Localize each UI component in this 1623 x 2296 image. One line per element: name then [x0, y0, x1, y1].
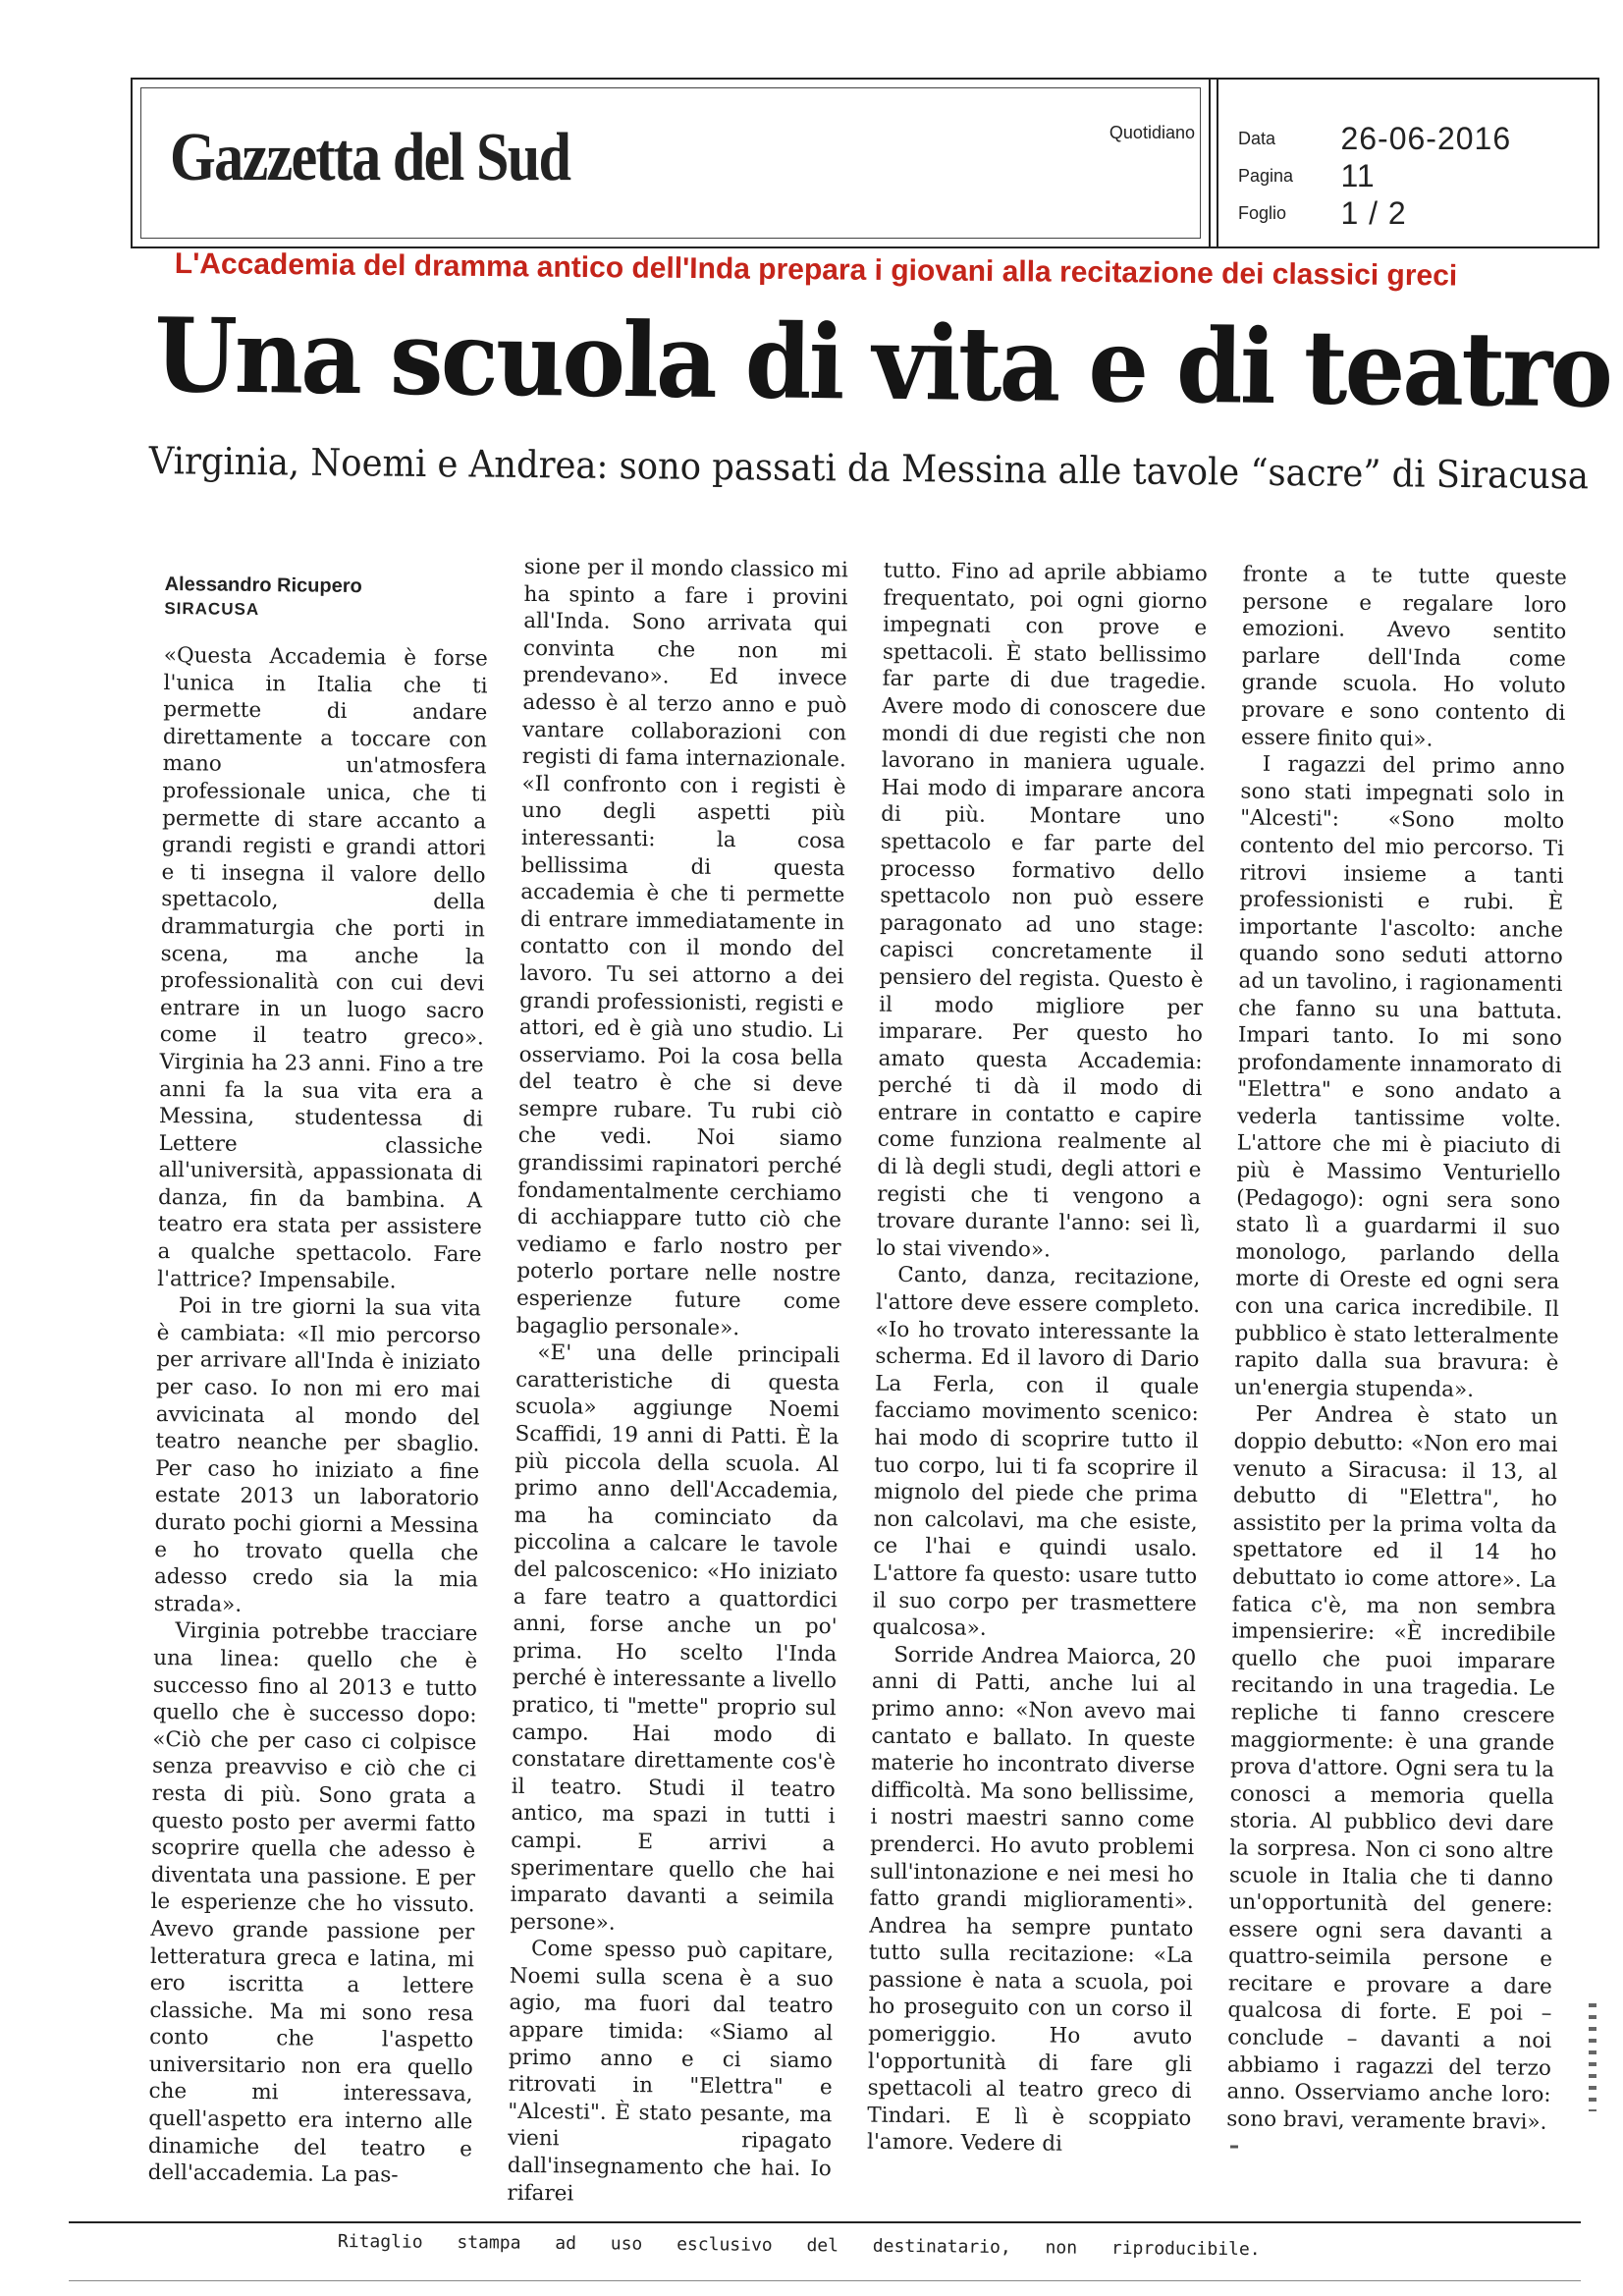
meta-date-value: 26-06-2016 — [1340, 121, 1512, 156]
article-column-1 — [148, 550, 489, 2190]
article-paragraph: fronte a te tutte queste persone e regalare loro emozioni. Avevo sentito parlare dell'Inda come grande scuola. Ho voluto provare e sono contento di essere finito qui». — [1240, 562, 1567, 752]
scan-edge-marks — [1589, 2003, 1596, 2111]
article-title: Una scuola di vita e di teatro — [153, 295, 1611, 431]
meta-date-label: Data — [1238, 129, 1276, 148]
article-paragraph: «Questa Accademia è forse l'unica in Italia che ti permette di andare direttamente a toccare con mano un'atmosfera professionale unica, che ti permette di stare accanto a grandi registi e grandi attori e ti insegna il valore dello spettacolo, della drammaturgia che porti in scena, ma anche la professionalità con cui devi entrare in un luogo sacro come il teatro greco». Virginia ha 23 anni. Fino a tre anni fa la sua vita era a Messina, studentessa di Lettere classiche all'università, appassionata di danza, fin da bambina. A teatro era stata per assistere a qualche spettacolo. Fare l'attrice? Impensabile. — [157, 642, 488, 1294]
article-paragraph: «E' una delle principali caratteristiche di questa scuola» aggiunge Noemi Scaffidi, 19 anni di Patti. È la più piccola della scuola. Al primo anno dell'Accademia, ma ha cominciato da piccolina a calcare le tavole del palcoscenico: «Ho iniziato a fare teatro a quattordici anni, forse anche un po' prima. Ho scelto l'Inda perché è interessante a livello pratico, ti "mette" proprio sul campo. Hai modo di constatare direttamente cos'è il teatro. Studi il teatro antico, ma spazi in tutti i campi. E arrivi a sperimentare quello che hai imparato davanti a seimila persone». — [510, 1340, 840, 1936]
page-bottom-rule — [69, 2280, 1581, 2281]
meta-sheet-label: Foglio — [1238, 203, 1287, 223]
article-paragraph: Poi in tre giorni la sua vita è cambiata: «Il mio percorso per arrivare all'Inda è iniziato per caso. Io non mi ero mai avvicinata al mondo del teatro neanche per sbaglio. Per caso ho iniziato a fine estate 2013 un laboratorio durato pochi giorni a Messina e ho trovato quella che adesso credo sia la mia strada». — [153, 1293, 482, 1617]
reproduction-notice: Ritaglio stampa ad uso esclusivo del destinatario, non riproducibile. — [337, 2231, 1261, 2261]
article-column-4 — [1226, 561, 1567, 2162]
meta-page-value: 11 — [1340, 158, 1376, 193]
article-subtitle: Virginia, Noemi e Andrea: sono passati da Messina alle tavole “sacre” di Siracusa — [148, 439, 1590, 498]
footer-divider — [69, 2221, 1581, 2223]
article-end-mark — [1230, 2145, 1238, 2148]
newspaper-masthead: Gazzetta del Sud — [170, 120, 570, 195]
article-dateline: SIRACUSA — [164, 598, 260, 620]
clipping-meta-box — [1217, 80, 1597, 246]
article-author: Alessandro Ricupero — [164, 573, 362, 598]
article-paragraph: Sorride Andrea Maiorca, 20 anni di Patti, anche lui al primo anno: «Non avevo mai cantato e ballato. In queste materie ho incontrato diverse difficoltà. Ma sono bellissime, i nostri maestri sanno come prenderci. Ho avuto problemi sull'intonazione e nei mesi ho fatto grandi miglioramenti». Andrea ha sempre puntato tutto sulla recitazione: «La passione è nata a scuola, poi ho proseguito con un corso il pomeriggio. Ho avuto l'opportunità di fare gli spettacoli al teatro greco di Tindari. E lì è scoppiato l'amore. Vedere di — [866, 1642, 1197, 2158]
article-paragraph: Virginia potrebbe tracciare una linea: quello che è successo fino al 2013 e tutto quello che è successo dopo: «Ciò che per caso ci colpisce senza preavviso e ciò che ci resta di più. Sono grata a questo posto per avermi fatto scoprire quella che adesso è diventata una passione. E per le esperienze che ho vissuto. Avevo grande passione per letteratura greca e latina, mi ero iscritta a lettere classiche. Ma mi sono resa conto che l'aspetto universitario non era quello che mi interessava, quell'aspetto era interno alle dinamiche del teatro e dell'accademia. La pas- — [147, 1618, 478, 2188]
meta-date-row — [1238, 121, 1511, 157]
meta-page-label: Pagina — [1238, 166, 1294, 186]
meta-sheet-row — [1238, 195, 1407, 232]
meta-page-row — [1238, 158, 1376, 194]
meta-sheet-value: 1 / 2 — [1340, 195, 1407, 231]
article-column-2 — [507, 554, 848, 2211]
article-paragraph: Canto, danza, recitazione, l'attore deve essere completo. «Io ho trovato interessante la scherma. Ed il lavoro di Dario La Ferla, con il quale facciamo movimento scenico: hai modo di scoprire tutto il tuo corpo, lui ti fa scoprire il mignolo del piede che prima non calcolavi, ma che esiste, ce l'hai e quindi usalo. L'attore fa questo: usare tutto il suo corpo per trasmettere qualcosa». — [872, 1263, 1201, 1641]
article-body — [147, 550, 1599, 2207]
article-paragraph: Per Andrea è stato un doppio debutto: «Non ero mai venuto a Siracusa: il 13, al debutto di "Elettra", ho assistito per la prima volta da spettatore ed il 14 ho debuttato io come attore». La fatica c'è, ma non sembra impensierire: «È incredibile quello che puoi imparare recitando in una tragedia. Le repliche ti fanno crescere maggiormente: è una grande prova d'attore. Ogni sera tu la conosci a memoria quella storia. Al pubblico devi dare la sorpresa. Non ci sono altre scuole in Italia che ti danno un'opportunità del genere: essere ogni sera davanti a quattro-seimila persone e recitare e provare a dare qualcosa di forte. E poi – conclude – davanti a noi abbiamo i ragazzi del terzo anno. Osserviamo anche loro: sono bravi, veramente bravi». — [1226, 1402, 1558, 2135]
masthead-box — [133, 80, 1211, 246]
article-paragraph: Come spesso può capitare, Noemi sulla scena è a suo agio, ma fuori dal teatro appare timida: «Siamo al primo anno e ci siamo ritrovati in "Elettra" e "Alcesti". È stato pesante, ma vieni ripagato dall'insegnamento che hai. Io rifarei — [507, 1937, 835, 2207]
publication-frequency: Quotidiano — [1109, 123, 1195, 142]
clipping-header — [131, 78, 1599, 248]
article-paragraph: tutto. Fino ad aprile abbiamo frequentato, poi ogni giorno impegnati con prove e spettacoli. È stato bellissimo far parte di due tragedie. Avere modo di conoscere due mondi di due registi che non lavorano in maniera uguale. Hai modo di imparare ancora di più. Montare uno spettacolo e far parte del processo formativo dello spettacolo non può essere paragonato ad uno stage: capisci concretamente il pensiero del regista. Questo è il modo migliore per imparare. Per questo ho amato questa Accademia: perché ti dà il modo di entrare in contatto e capire come funziona realmente al di là degli studi, degli attori e registi che ti vengono a trovare durante l'anno: sei lì, lo stai vivendo». — [876, 558, 1208, 1263]
article-column-3 — [867, 558, 1208, 2159]
article-paragraph: I ragazzi del primo anno sono stati impegnati solo in "Alcesti": «Sono molto contento del mio percorso. Ti ritrovi insieme a tanti professionisti e rubi. È importante l'ascolto: anche quando sono seduti attorno ad un tavolino, i ragionamenti che fanno su una battuta. Impari tanto. Io mi sono profondamente innamorato di "Elettra" e sono andato a vederla tantissime volte. L'attore che mi è piaciuto di più è Massimo Venturiello (Pedagogo): ogni sera sono stato lì a guardarmi il suo monologo, parlando della morte di Oreste ed ogni sera con una carica incredibile. Il pubblico è stato letteralmente rapito dalla sua bravura: è un'energia stupenda». — [1233, 751, 1565, 1402]
article-kicker: L'Accademia del dramma antico dell'Inda prepara i giovani alla recitazione dei classici greci — [174, 247, 1458, 293]
article-paragraph: sione per il mondo classico mi ha spinto a fare i provini all'Inda. Sono arrivata qui convinta che non mi prendevano». Ed invece adesso è al terzo anno e può vantare collaborazioni con registi di fama internazionale. «Il confronto con i registi è uno degli aspetti più interessanti: la cosa bellissima di questa accademia è che ti permette di entrare immediatamente in contatto con il mondo del lavoro. Tu sei attorno a dei grandi professionisti, registi e attori, ed è già uno studio. Li osserviamo. Poi la cosa bella del teatro è che si deve sempre rubare. Tu rubi ciò che vedi. Noi siamo grandissimi rapinatori perché fondamentalmente cerchiamo di acchiappare tutto ciò che vediamo e farlo nostro per poterlo portare nelle nostre esperienze future come bagaglio personale». — [515, 554, 848, 1340]
